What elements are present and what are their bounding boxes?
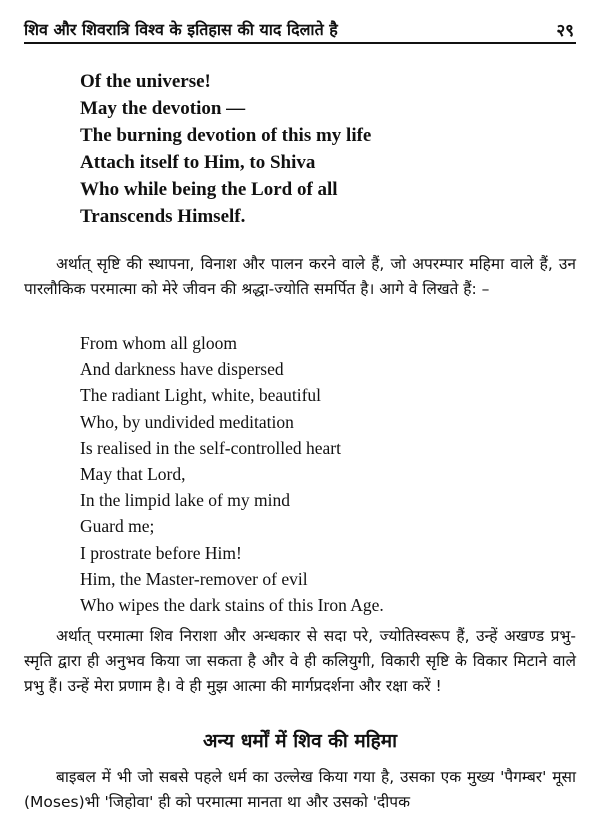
verse-line: Guard me; [80, 516, 155, 537]
page-number: २९ [556, 21, 574, 41]
verse-line: The radiant Light, white, beautiful [80, 385, 322, 406]
paragraph-3: बाइबल में भी जो सबसे पहले धर्म का उल्लेख किया गया है, उसका एक मुख्य 'पैगम्बर' मूसा (Moses)भी 'जिहोवा' ही को परमात्मा मानता था और उसको 'दीपक [24, 768, 576, 811]
verse-line: Of the universe! [80, 71, 211, 92]
verse-line: May that Lord, [80, 464, 186, 485]
running-header [24, 14, 576, 44]
verse-line: Is realised in the self-controlled heart [80, 437, 341, 458]
verse-line: I prostrate before Him! [80, 542, 242, 563]
verse-line: And darkness have dispersed [80, 359, 284, 380]
verse-line: The burning devotion of this my life [80, 125, 372, 146]
header-title: शिव और शिवरात्रि विश्व के इतिहास की याद दिलाते है [24, 20, 338, 39]
verse-line: Attach itself to Him, to Shiva [80, 152, 316, 173]
verse-line: Who while being the Lord of all [80, 179, 338, 200]
verse-line: Him, the Master-remover of evil [80, 568, 308, 589]
verse-line: Who, by undivided meditation [80, 411, 294, 432]
verse-plain [80, 330, 384, 618]
paragraph-2: अर्थात् परमात्मा शिव निराशा और अन्धकार से सदा परे, ज्योतिस्वरूप हैं, उन्हें अखण्ड प्रभु-स्मृति द्वारा ही अनुभव किया जा सकता है और वे ही कलियुगी, विकारी सृष्टि के विकार मिटाने वाले प्रभु हैं। उन्हें मेरा प्रणाम है। वे ही मुझ आत्मा की मार्गप्रदर्शना और रक्षा करें ! [24, 627, 576, 695]
section-heading: अन्य धर्मों में शिव की महिमा [202, 730, 398, 752]
verse-bold [80, 68, 371, 230]
verse-line: May the devotion — [80, 98, 246, 119]
verse-line: Transcends Himself. [80, 206, 246, 227]
verse-line: In the limpid lake of my mind [80, 490, 290, 511]
verse-line: From whom all gloom [80, 333, 238, 353]
paragraph-1: अर्थात् सृष्टि की स्थापना, विनाश और पालन करने वाले हैं, जो अपरम्पार महिमा वाले हैं, उन पारलौकिक परमात्मा को मेरे जीवन की श्रद्धा-ज्योति समर्पित है। आगे वे लिखते हैं: – [24, 255, 576, 298]
verse-line: Who wipes the dark stains of this Iron Age. [80, 595, 384, 616]
